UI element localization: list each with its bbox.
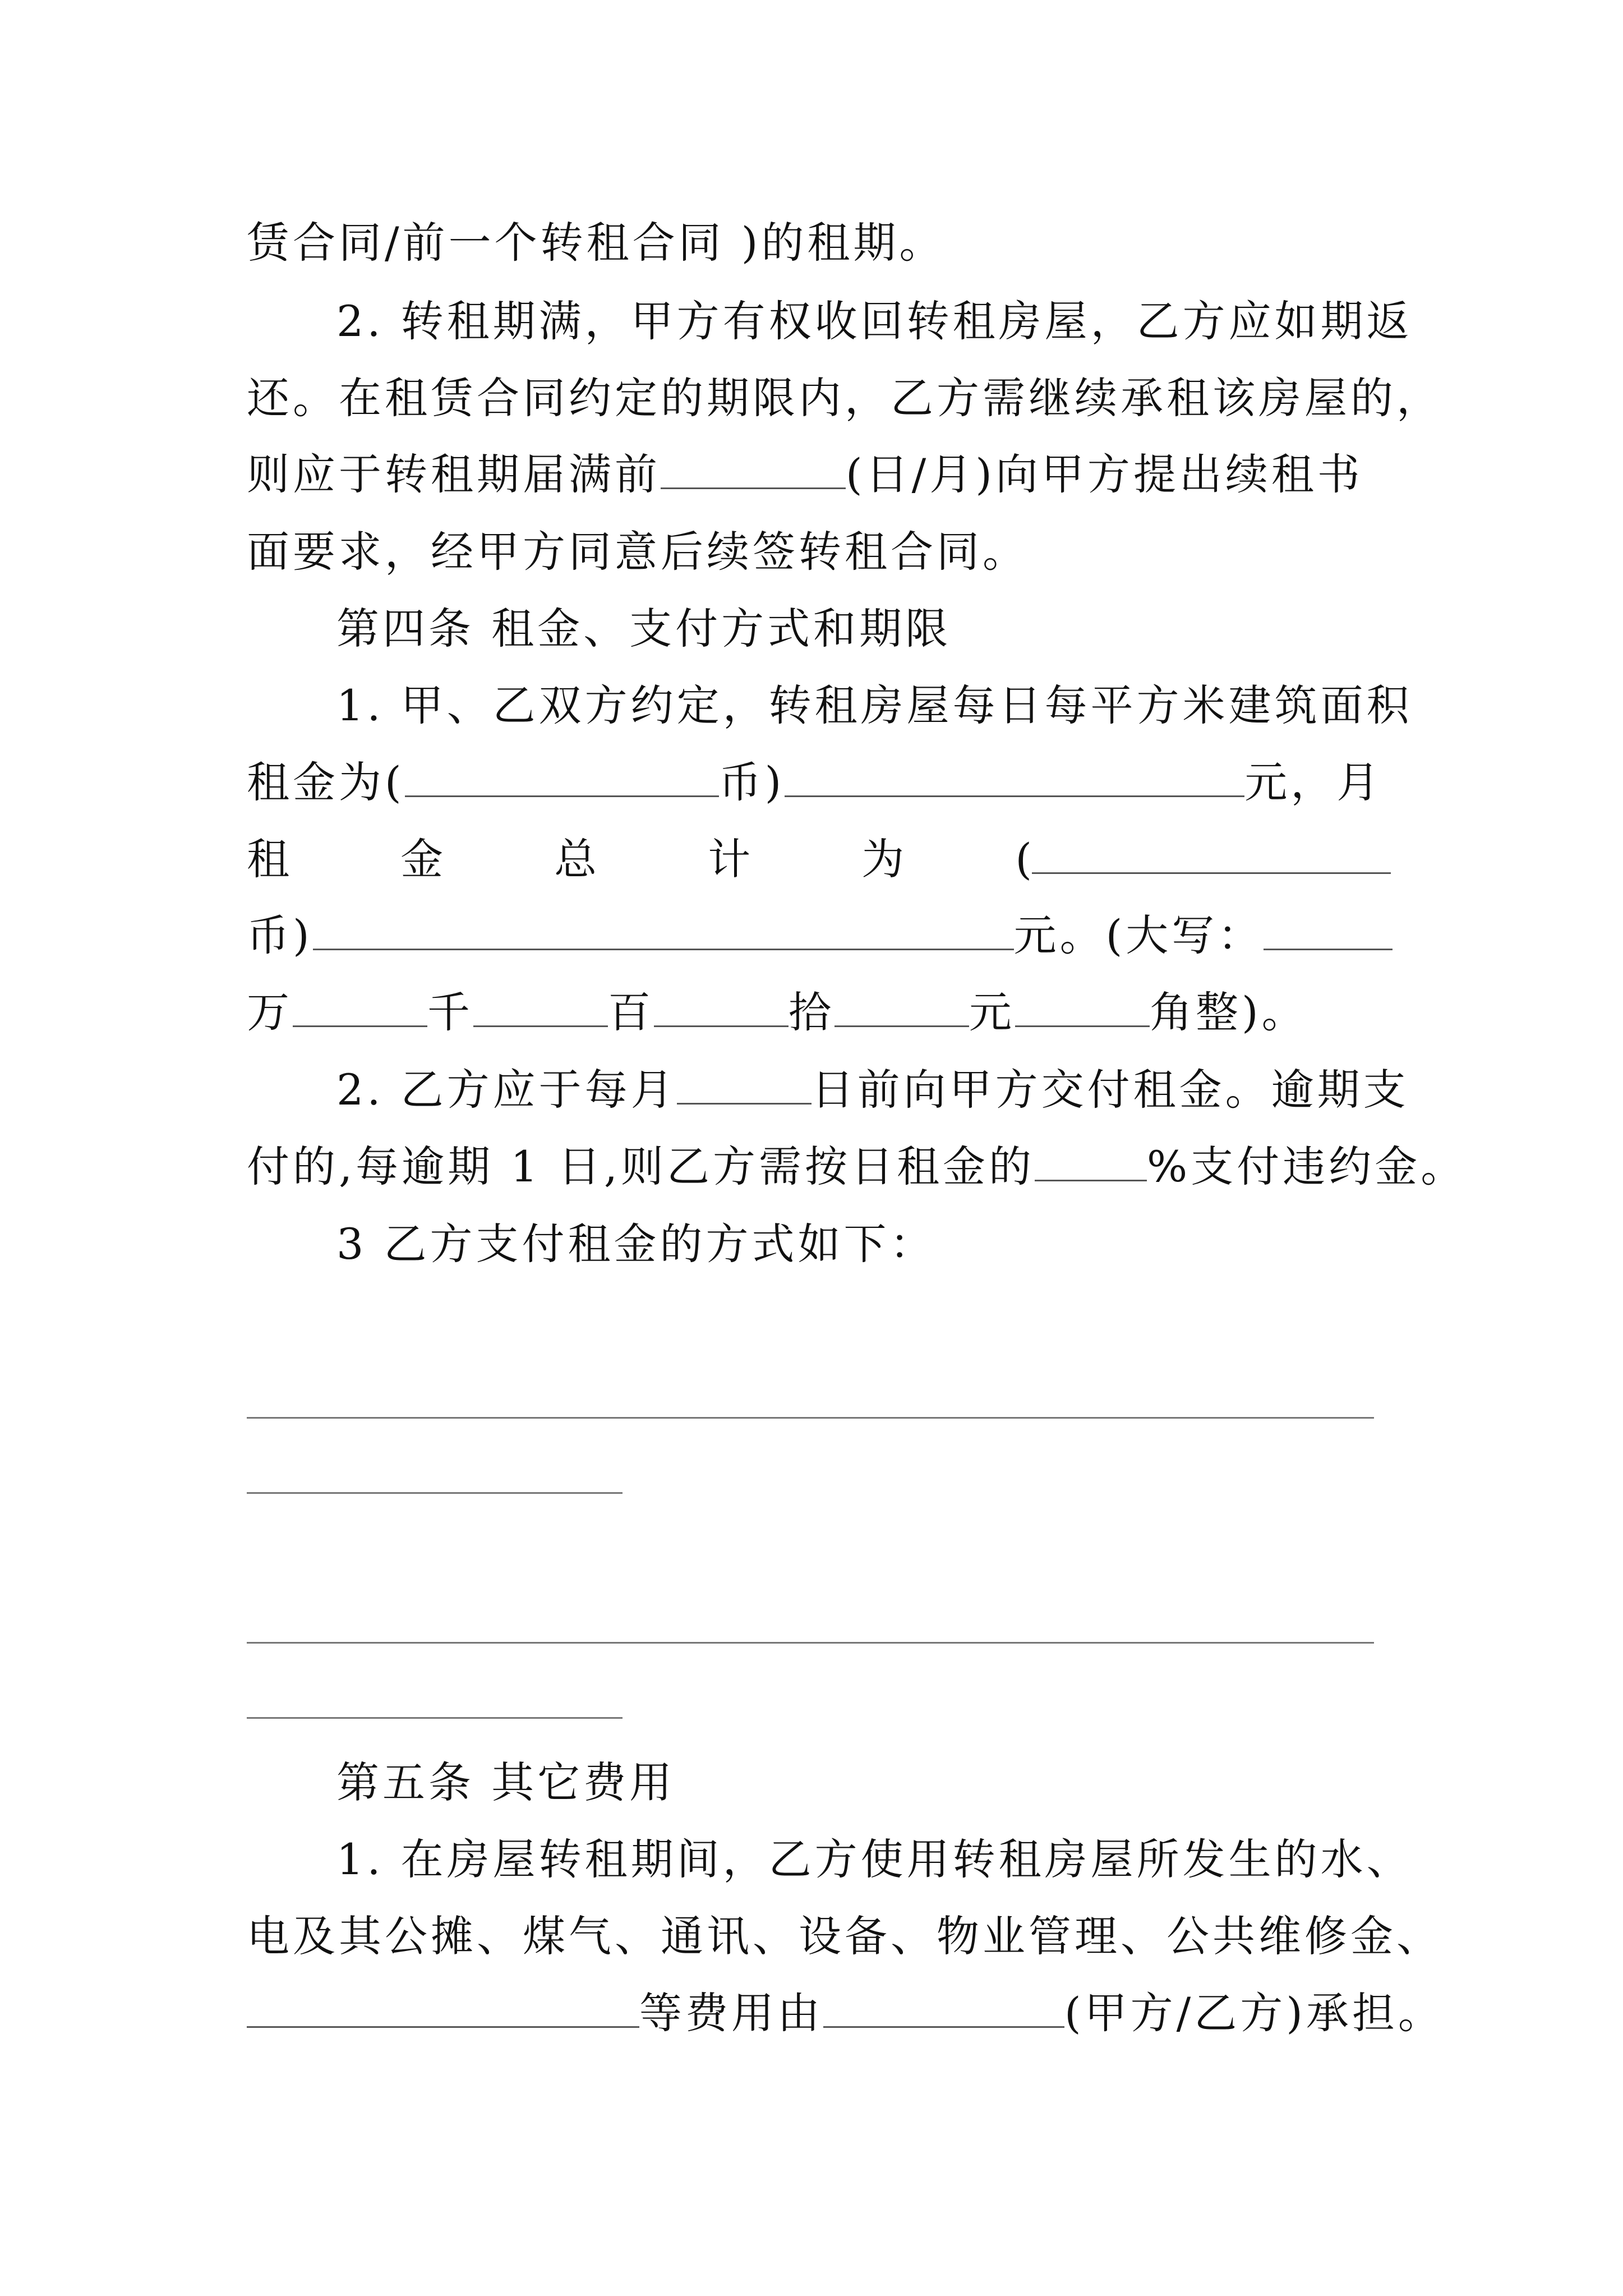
fill-blank[interactable] (405, 764, 719, 797)
fill-blank[interactable] (834, 994, 969, 1027)
text-segment: 2. 乙方应于每月 (336, 1065, 677, 1115)
text-line-18 (247, 1988, 1444, 2038)
text-segment: ( (1015, 834, 1032, 884)
text-segment: 百 (608, 987, 654, 1037)
text-segment: 元。(大写： (1013, 910, 1264, 960)
text-line-14: 3 乙方支付租金的方式如下： (336, 1219, 936, 1269)
text-segment: 则应于转租期届满前 (247, 449, 661, 499)
fill-blank[interactable] (313, 917, 1014, 950)
fill-blank[interactable] (1015, 994, 1150, 1027)
text-segment: 租金为( (247, 757, 405, 807)
text-line-17: 电及其公摊、煤气、通讯、设备、物业管理、公共维修金、 (247, 1911, 1442, 1961)
text-line-13 (247, 1142, 1467, 1191)
fill-blank[interactable] (1032, 841, 1391, 874)
text-segment: 为 (861, 834, 905, 884)
text-segment: 日前向甲方交付租金。逾期支 (811, 1065, 1409, 1115)
fill-blank[interactable] (677, 1071, 811, 1105)
text-segment: 币) (718, 757, 785, 807)
text-segment: 万 (247, 987, 293, 1037)
text-segment: 千 (427, 987, 473, 1037)
fill-blank[interactable] (661, 456, 846, 489)
text-segment: 币) (247, 910, 313, 960)
text-line-1: 赁合同/前一个转租合同 )的租期。 (247, 218, 946, 268)
text-segment: 等费用由 (639, 1988, 823, 2038)
text-line-3: 还。在租赁合同约定的期限内，乙方需继续承租该房屋的， (247, 373, 1442, 423)
fill-blank[interactable] (654, 994, 789, 1027)
text-line-11 (247, 987, 1308, 1037)
text-segment: 总 (554, 834, 597, 884)
fill-rule-line[interactable] (247, 1492, 623, 1494)
fill-rule-line[interactable] (247, 1717, 623, 1719)
text-line-12 (336, 1065, 1409, 1115)
text-segment: 租 (247, 834, 289, 884)
text-line-7: 1. 甲、乙双方约定，转租房屋每日每平方米建筑面积 (336, 680, 1413, 730)
text-segment: (甲方/乙方)承担。 (1064, 1988, 1444, 2038)
text-segment: 元，月 (1244, 757, 1383, 807)
text-segment: 元 (969, 987, 1015, 1037)
text-line-8 (247, 757, 1383, 807)
text-line-10 (247, 910, 1393, 960)
text-line-9 (247, 834, 1391, 884)
fill-blank[interactable] (1264, 917, 1393, 950)
article-4-heading: 第四条 租金、支付方式和期限 (336, 604, 952, 654)
fill-blank[interactable] (785, 764, 1244, 797)
fill-rule-line[interactable] (247, 1642, 1374, 1644)
fill-blank[interactable] (473, 994, 608, 1027)
text-segment: 拾 (789, 987, 834, 1037)
text-segment: 金 (400, 834, 444, 884)
text-segment (1015, 834, 1391, 884)
text-line-5: 面要求，经甲方同意后续签转租合同。 (247, 527, 1029, 577)
text-line-2: 2. 转租期满，甲方有权收回转租房屋，乙方应如期返 (336, 296, 1413, 346)
text-segment: 付的,每逾期 1 日,则乙方需按日租金的 (247, 1142, 1035, 1191)
text-segment: 计 (708, 834, 751, 884)
fill-blank[interactable] (1035, 1148, 1147, 1181)
fill-rule-line[interactable] (247, 1417, 1374, 1419)
fill-blank[interactable] (293, 994, 427, 1027)
text-line-16: 1. 在房屋转租期间，乙方使用转租房屋所发生的水、 (336, 1834, 1413, 1884)
fill-blank[interactable] (247, 1995, 639, 2028)
fill-blank[interactable] (823, 1995, 1064, 2028)
text-segment: (日/月)向甲方提出续租书 (846, 449, 1363, 499)
text-line-4 (247, 449, 1363, 499)
text-segment: %支付违约金。 (1147, 1142, 1467, 1191)
article-5-heading: 第五条 其它费用 (336, 1757, 676, 1807)
text-segment: 角整)。 (1150, 987, 1308, 1037)
